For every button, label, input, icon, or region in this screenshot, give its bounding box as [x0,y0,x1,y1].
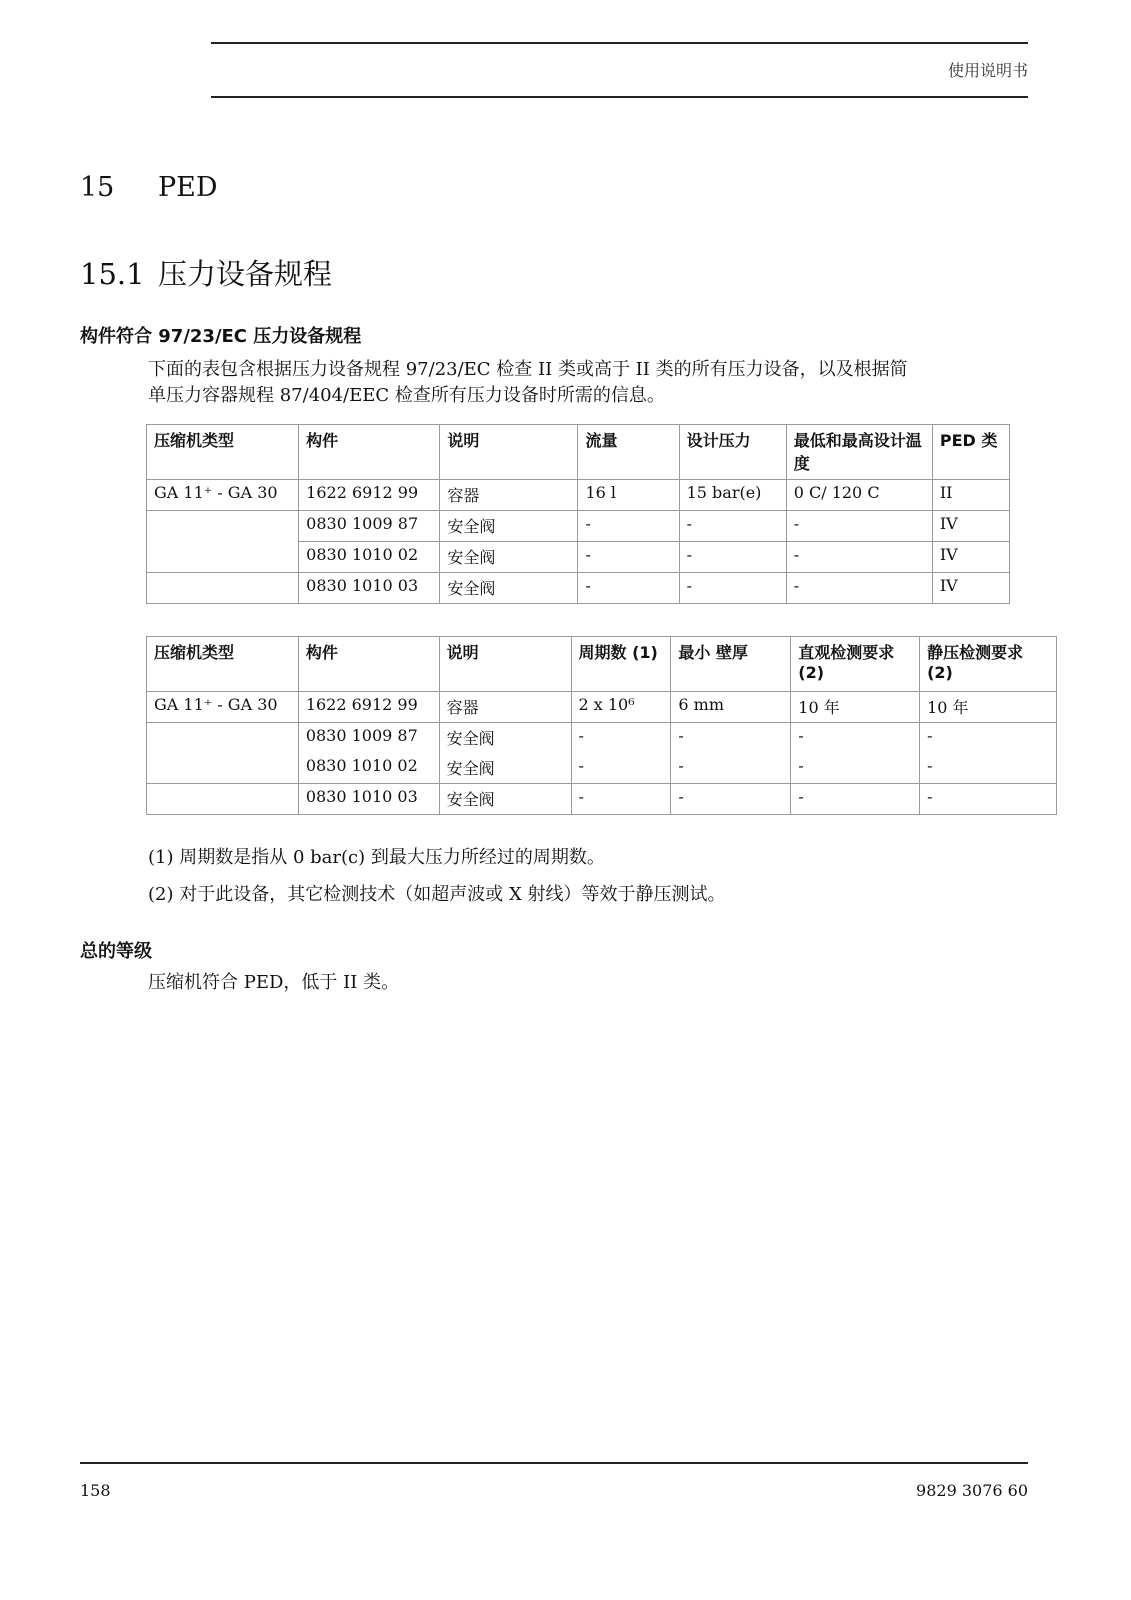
table-header-row [147,425,1010,480]
table-cell: - [791,784,920,815]
table-cell: II [932,480,1009,511]
table-cell [147,511,299,542]
table-cell: 6 mm [671,692,791,723]
table-cell: GA 11⁺ - GA 30 [147,480,299,511]
header-top-rule [211,42,1028,44]
table-row [147,573,1010,604]
table-cell [147,723,299,754]
table-cell: 安全阀 [439,784,571,815]
section-heading [80,252,332,293]
table-row [147,511,1010,542]
table-cell: 0830 1010 02 [298,753,439,784]
table-cell: - [578,511,679,542]
table-cell: IV [932,511,1009,542]
table-cell: 0830 1010 03 [298,784,439,815]
page-number: 158 [80,1481,111,1500]
table-cell: 1622 6912 99 [299,480,440,511]
table-header-cell: 压缩机类型 [147,425,299,480]
table-cell: - [679,573,786,604]
table-cell: 0830 1010 03 [299,573,440,604]
chapter-heading [80,172,218,203]
table-header-cell: PED 类 [932,425,1009,480]
table-cell: - [920,784,1057,815]
table-cell: 16 l [578,480,679,511]
table-header-cell: 说明 [439,637,571,692]
table-header-cell: 最小 壁厚 [671,637,791,692]
table-cell: - [671,784,791,815]
table-cell: - [571,784,671,815]
table-header-cell: 最低和最高设计温度 [786,425,932,480]
table-cell: 10 年 [920,692,1057,723]
header-bottom-rule [211,96,1028,98]
table-cell [147,542,299,573]
table-header-cell: 直观检测要求 (2) [791,637,920,692]
footer-rule [80,1462,1028,1464]
table-header-cell: 构件 [298,637,439,692]
table-cell: 0830 1009 87 [298,723,439,754]
table-row [147,723,1057,754]
chapter-title: PED [158,172,218,203]
table-cell: IV [932,573,1009,604]
table-cell: 安全阀 [439,723,571,754]
table-cell: IV [932,542,1009,573]
footnote-2: (2) 对于此设备，其它检测技术（如超声波或 X 射线）等效于静压测试。 [148,884,726,905]
table-cell: - [786,542,932,573]
table-cell: 0830 1009 87 [299,511,440,542]
table-cell: - [786,511,932,542]
table-header-cell: 构件 [299,425,440,480]
table-row [147,480,1010,511]
table-cell: - [679,511,786,542]
table-cell: 容器 [440,480,578,511]
table-cell: - [791,753,920,784]
table-header-cell: 设计压力 [679,425,786,480]
table-cell: 安全阀 [440,542,578,573]
intro-line-1: 下面的表包含根据压力设备规程 97/23/EC 检查 II 类或高于 II 类的所有压力设备，以及根据简 [148,359,908,380]
table-cell: - [571,753,671,784]
table-header-row [147,637,1057,692]
summary-text: 压缩机符合 PED，低于 II 类。 [148,972,400,993]
subheading-overall-class: 总的等级 [80,941,152,962]
ped-table-2 [146,636,1057,815]
table-row [147,753,1057,784]
table-header-cell: 流量 [578,425,679,480]
header-title: 使用说明书 [947,61,1028,80]
table-cell: 安全阀 [439,753,571,784]
table-cell: - [920,753,1057,784]
table-cell [147,573,299,604]
table-row [147,542,1010,573]
table-row [147,692,1057,723]
table-cell: - [786,573,932,604]
table-cell: - [571,723,671,754]
table-header-cell: 静压检测要求 (2) [920,637,1057,692]
table-cell: 2 x 10⁶ [571,692,671,723]
table-cell: - [671,753,791,784]
ped-table-1 [146,424,1010,604]
table-header-cell: 说明 [440,425,578,480]
table-header-cell: 压缩机类型 [147,637,299,692]
table-cell [147,753,299,784]
table-cell: - [578,542,679,573]
table-cell: 0 C/ 120 C [786,480,932,511]
table-cell: - [578,573,679,604]
table-cell: - [791,723,920,754]
table-cell: 10 年 [791,692,920,723]
section-number: 15.1 [80,257,145,291]
table-cell: 1622 6912 99 [298,692,439,723]
table-header-cell: 周期数 (1) [571,637,671,692]
section-title: 压力设备规程 [158,257,333,291]
table-cell: 安全阀 [440,573,578,604]
table-cell: 容器 [439,692,571,723]
table-cell: - [671,723,791,754]
footnote-1: (1) 周期数是指从 0 bar(c) 到最大压力所经过的周期数。 [148,847,605,868]
document-number: 9829 3076 60 [916,1481,1028,1500]
table-cell: 0830 1010 02 [299,542,440,573]
table-cell [147,784,299,815]
table-cell: GA 11⁺ - GA 30 [147,692,299,723]
table-cell: - [679,542,786,573]
chapter-number: 15 [80,172,115,203]
intro-paragraph [148,357,1038,409]
subheading-compliance: 构件符合 97/23/EC 压力设备规程 [80,326,362,347]
table-cell: 15 bar(e) [679,480,786,511]
intro-line-2: 单压力容器规程 87/404/EEC 检查所有压力设备时所需的信息。 [148,385,665,406]
table-row [147,784,1057,815]
table-cell: - [920,723,1057,754]
table-cell: 安全阀 [440,511,578,542]
